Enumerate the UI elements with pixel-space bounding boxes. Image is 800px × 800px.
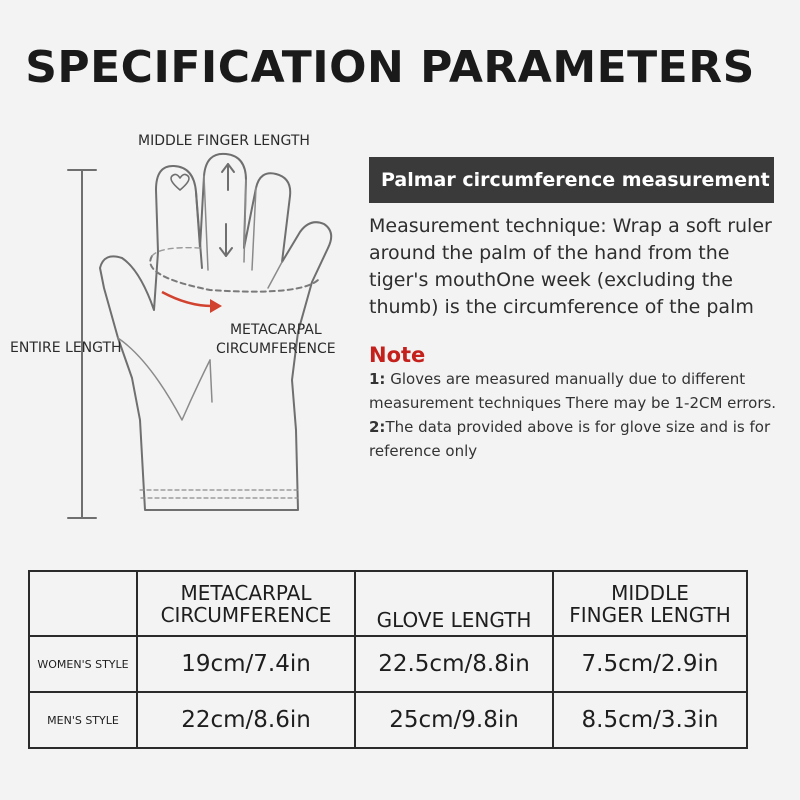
heart-icon (171, 174, 189, 190)
note-title: Note (369, 343, 426, 367)
header-middle-finger-line1: MIDDLE (611, 580, 689, 605)
table-row (29, 692, 747, 748)
measurement-panel (369, 157, 789, 463)
measurement-technique-text: Measurement technique: Wrap a soft ruler around the palm of the hand from the tiger's mouthOne week (excluding the thumb) is the circumference of the palm (369, 215, 772, 318)
panel-heading: Palmar circumference measurement (369, 157, 774, 203)
note-2-number: 2: (369, 418, 386, 436)
note-1-number: 1: (369, 370, 386, 388)
table-corner-cell (29, 571, 137, 636)
cell-men-middle-finger: 8.5cm/3.3in (553, 692, 747, 748)
cell-women-metacarpal: 19cm/7.4in (137, 636, 355, 692)
entire-length-label: ENTIRE LENGTH (10, 340, 122, 356)
table-header-row (29, 571, 747, 636)
note-item-1 (369, 367, 779, 415)
row-label-men: MEN'S STYLE (29, 692, 137, 748)
header-middle-finger (553, 571, 747, 636)
metacarpal-label-line1: METACARPAL (229, 322, 322, 338)
cell-men-metacarpal: 22cm/8.6in (137, 692, 355, 748)
note-1-text: Gloves are measured manually due to different measurement techniques There may be 1-2CM errors. (369, 370, 777, 412)
metacarpal-label-line2: CIRCUMFERENCE (216, 341, 336, 357)
page-title: SPECIFICATION PARAMETERS (25, 42, 755, 93)
cell-women-glove-length: 22.5cm/8.8in (355, 636, 553, 692)
table-row (29, 636, 747, 692)
header-metacarpal-line1: METACARPAL (180, 580, 312, 605)
header-glove-length-text: GLOVE LENGTH (376, 608, 532, 632)
middle-finger-length-label: MIDDLE FINGER LENGTH (138, 133, 310, 149)
glove-diagram (0, 120, 360, 540)
header-metacarpal-line2: CIRCUMFERENCE (160, 602, 332, 627)
row-label-women: WOMEN'S STYLE (29, 636, 137, 692)
cell-women-middle-finger: 7.5cm/2.9in (553, 636, 747, 692)
header-metacarpal (137, 571, 355, 636)
size-table (28, 570, 748, 749)
header-glove-length (355, 571, 553, 636)
cell-men-glove-length: 25cm/9.8in (355, 692, 553, 748)
note-2-text: The data provided above is for glove size and is for reference only (369, 418, 771, 460)
metacarpal-circumference-label (216, 321, 336, 359)
note-item-2 (369, 415, 779, 463)
metacarpal-arrow-icon (162, 292, 222, 313)
header-middle-finger-line2: FINGER LENGTH (569, 602, 731, 627)
